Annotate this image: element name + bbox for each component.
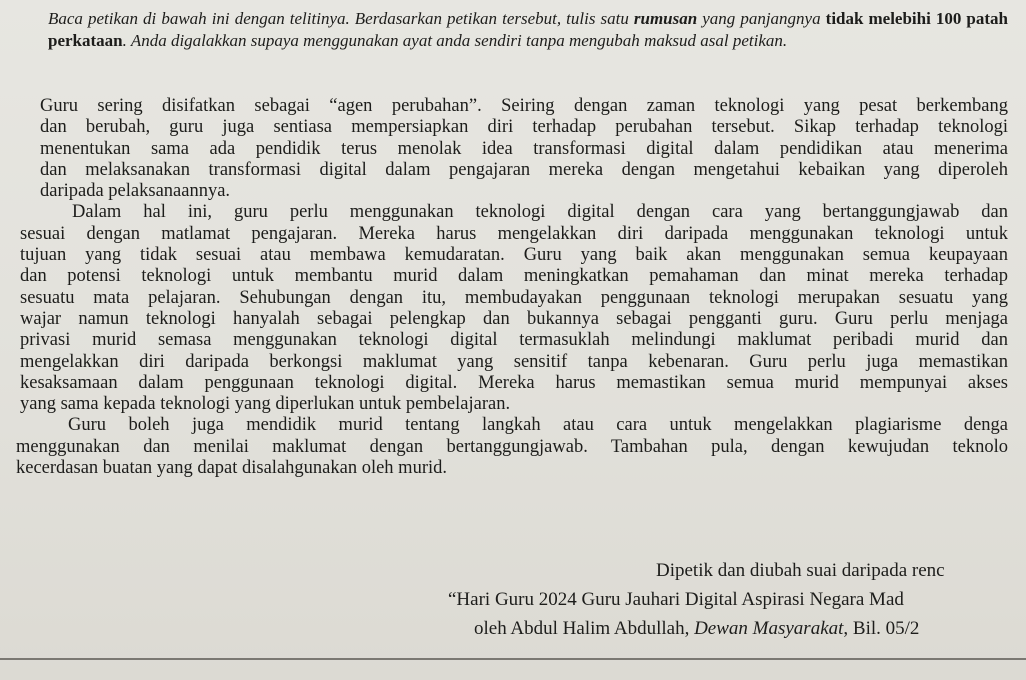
passage-line: Guru sering disifatkan sebagai “agen perubahan”. Seiring dengan zaman teknologi yang pesat berkembang [40, 96, 1008, 116]
passage-line: menentukan sama ada pendidik terus menolak idea transformasi digital dalam pendidikan atau menerima [40, 138, 1008, 159]
passage-line: Guru boleh juga mendidik murid tentang langkah atau cara untuk mengelakkan plagiarisme denga [68, 415, 1008, 436]
passage-line: daripada pelaksanaannya. [40, 181, 231, 202]
instruction-text [48, 9, 1008, 50]
passage-line: Dalam hal ini, guru perlu menggunakan teknologi digital dengan cara yang bertanggungjawab dan [72, 202, 1008, 223]
passage-line: wajar namun teknologi hanyalah sebagai pelengkap dan bukannya sebagai pengganti guru. Guru perlu menjaga [20, 308, 1008, 329]
passage-line: yang sama kepada teknologi yang diperlukan untuk pembelajaran. [20, 394, 511, 415]
instruction-line1: Baca petikan di bawah ini dengan telitinya. Berdasarkan petikan tersebut, tulis satu [48, 9, 634, 28]
instruction-line3: maksud asal petikan. [644, 31, 788, 50]
passage-line: dan potensi teknologi untuk membantu murid dalam meningkatkan pemahaman dan minat mereka terhadap [20, 266, 1008, 287]
instruction-bold-word-limit: tidak melebihi 100 patah perkataan [48, 9, 1008, 50]
source-line-1: Dipetik dan diubah suai daripada renc [656, 560, 945, 581]
passage-line: tujuan yang tidak sesuai atau membawa kemudaratan. Guru yang baik akan menggunakan semua keupayaan [20, 245, 1008, 266]
paragraph-3 [16, 415, 1008, 479]
passage-line: menggunakan dan menilai maklumat dengan bertanggungjawab. Tambahan pula, dengan kewujudan teknolo [16, 436, 1008, 457]
passage-line: mengelakkan diri daripada berkongsi maklumat yang sensitif tanpa kebenaran. Guru perlu juga memastikan [20, 351, 1008, 372]
passage-line: privasi murid semasa menggunakan teknologi digital termasuklah melindungi maklumat peribadi murid dan [20, 330, 1008, 351]
passage-line: sesuai dengan matlamat pengajaran. Mereka harus mengelakkan diri daripada menggunakan teknologi untuk [20, 223, 1008, 244]
passage-line: dan berubah, guru juga sentiasa mempersiapkan diri terhadap perubahan tersebut. Sikap terhadap teknologi [40, 117, 1008, 138]
paragraph-1 [40, 96, 1008, 202]
source-author: oleh Abdul Halim Abdullah, [474, 618, 695, 639]
passage [16, 96, 1008, 479]
instruction-line2-end: . Anda digalakkan supaya menggunakan ayat anda sendiri tanpa mengubah [122, 31, 640, 50]
passage-line: sesuatu mata pelajaran. Sehubungan dengan itu, membudayakan penggunaan teknologi merupakan sesuatu yang [20, 287, 1008, 308]
source-line-2: “Hari Guru 2024 Guru Jauhari Digital Aspirasi Negara Mad [448, 589, 904, 610]
instruction-bold-rumusan: rumusan [633, 9, 698, 28]
source-issue: , Bil. 05/2 [843, 618, 920, 639]
source-publication: Dewan Masyarakat [694, 618, 844, 639]
paragraph-2 [20, 202, 1008, 415]
instruction-line1-end: yang panjangnya [697, 9, 821, 28]
passage-line: kesaksamaan dalam penggunaan teknologi digital. Mereka harus memastikan semua murid mempunyai akses [20, 372, 1008, 393]
bottom-divider [0, 658, 1026, 660]
passage-line: kecerdasan buatan yang dapat disalahgunakan oleh murid. [16, 458, 447, 479]
source-citation [0, 556, 1026, 643]
instructions [48, 8, 1008, 52]
passage-line: dan melaksanakan transformasi digital dalam pengajaran mereka dengan mengetahui kebaikan yang diperoleh [40, 159, 1008, 180]
source-line-3 [0, 614, 1026, 643]
